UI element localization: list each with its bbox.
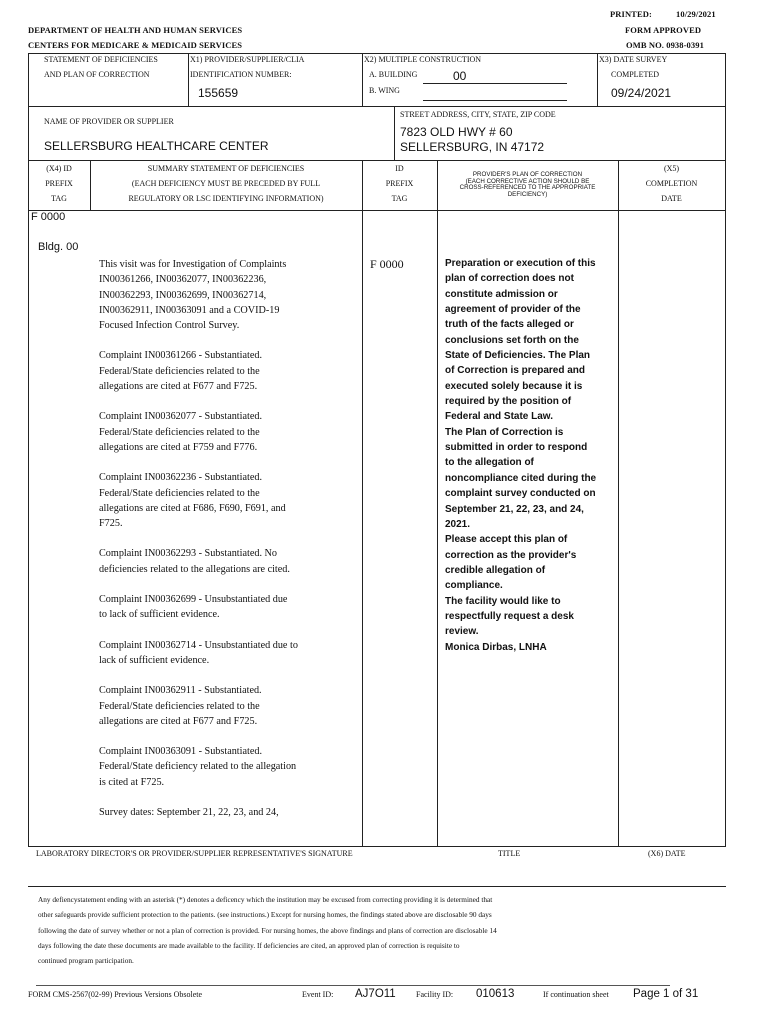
x4-id-header: (X4) ID bbox=[46, 164, 72, 173]
summary-header: SUMMARY STATEMENT OF DEFICIENCIES bbox=[147, 164, 305, 173]
footer-divider bbox=[36, 985, 670, 986]
footnote-line: Any defiencystatement ending with an asterisk (*) denotes a deficency which the institution may be excused from correcting providing it is determined that bbox=[38, 895, 493, 904]
date-header: DATE bbox=[661, 194, 682, 203]
disclaimer-footnote bbox=[38, 892, 728, 968]
summary-paragraph: Survey dates: September 21, 22, 23, and 24, bbox=[99, 807, 279, 819]
footnote-line: following the date of survey whether or not a plan of correction is provided. For nursing homes, the above findings and plans of correction are disclosable 14 bbox=[38, 925, 497, 935]
provider-name: SELLERSBURG HEALTHCARE CENTER bbox=[44, 139, 269, 153]
building-tag: Bldg. 00 bbox=[38, 241, 79, 253]
address-line1: 7823 OLD HWY # 60 bbox=[400, 125, 513, 139]
signature-label: LABORATORY DIRECTOR'S OR PROVIDER/SUPPLIER REPRESENTATIVE'S SIGNATURE bbox=[36, 849, 353, 858]
title-label: TITLE bbox=[498, 849, 521, 858]
id-header: ID bbox=[395, 164, 404, 173]
summary-paragraph: This visit was for Investigation of Complaints IN00361266, IN00362077, IN00362236, IN00362293, IN00362699, IN00362714, IN00362911, IN00363091 and a COVID-19 Focused Infection Control Survey. bbox=[99, 259, 287, 332]
summary-paragraph: Complaint IN00362236 - Substantiated. Federal/State deficiencies related to the allegations are cited at F686, F690, F691, and F725. bbox=[99, 472, 286, 530]
department-name: DEPARTMENT OF HEALTH AND HUMAN SERVICES bbox=[28, 25, 243, 35]
tag-header: TAG bbox=[51, 194, 67, 203]
poc-header-line3: CROSS-REFERENCED TO THE APPROPRIATE bbox=[459, 184, 596, 191]
poc-header-line4: DEFICIENCY) bbox=[507, 190, 548, 198]
x3-sublabel: COMPLETED bbox=[611, 70, 659, 79]
printed-date: 10/29/2021 bbox=[676, 9, 716, 19]
footnote-line: continued program participation. bbox=[38, 956, 134, 966]
provider-id-number: 155659 bbox=[198, 86, 239, 100]
printed-label: PRINTED: bbox=[610, 9, 652, 19]
page-number: Page 1 of 31 bbox=[633, 988, 699, 1000]
plan-label: AND PLAN OF CORRECTION bbox=[44, 70, 150, 79]
completion-header: COMPLETION bbox=[645, 179, 698, 188]
omb-number: OMB NO. 0938-0391 bbox=[626, 40, 704, 50]
event-id-value: AJ7O11 bbox=[355, 988, 396, 1000]
event-id-label: Event ID: bbox=[302, 990, 334, 999]
summary-paragraph: Complaint IN00362699 - Unsubstantiated due to lack of sufficient evidence. bbox=[99, 594, 288, 621]
x3-label: X3) DATE SURVEY bbox=[599, 55, 668, 64]
building-label: A. BUILDING bbox=[369, 70, 418, 79]
address-label: STREET ADDRESS, CITY, STATE, ZIP CODE bbox=[400, 110, 556, 119]
summary-paragraph: Complaint IN00362911 - Substantiated. Federal/State deficiencies related to the allegations are cited at F677 and F725. bbox=[99, 685, 262, 727]
prefix-header-2: PREFIX bbox=[385, 179, 414, 188]
summary-subheader: (EACH DEFICIENCY MUST BE PRECEDED BY FULL bbox=[131, 179, 321, 188]
summary-paragraph: Complaint IN00362077 - Substantiated. Federal/State deficiencies related to the allegations are cited at F759 and F776. bbox=[99, 411, 262, 453]
building-value: 00 bbox=[453, 69, 467, 83]
footnote-line: days following the date these documents are made available to the facility. If deficiencies are cited, an approved plan of correction is requisite to bbox=[38, 940, 460, 950]
x2-label: X2) MULTIPLE CONSTRUCTION bbox=[364, 55, 482, 64]
plan-of-correction: Preparation or execution of this plan of correction does not constitute admission or agreement of provider of the truth of the facts alleged or conclusions set forth on the State of Deficiencies. The Plan of Correction is prepared and executed solely because it is required by the position of Federal and State Law. The Plan of Correction is submitted in order to respond to the allegation of noncompliance cited during the complaint survey conducted on September 21, 22, 23, and 24, 2021. Please accept this plan of correction as the provider's credible allegation of compliance. The facility would like to respectfully request a desk review. Monica Dirbas, LNHA bbox=[445, 258, 597, 653]
summary-paragraph: Complaint IN00363091 - Substantiated. Federal/State deficiency related to the allegation is cited at F725. bbox=[99, 746, 297, 788]
form-status: FORM APPROVED bbox=[625, 25, 702, 35]
provider-name-label: NAME OF PROVIDER OR SUPPLIER bbox=[44, 117, 174, 126]
tag-header-2: TAG bbox=[391, 194, 408, 203]
x1-label: X1) PROVIDER/SUPPLIER/CLIA bbox=[190, 55, 305, 64]
form-number: FORM CMS-2567(02-99) Previous Versions Obsolete bbox=[28, 990, 203, 999]
x1-sublabel: IDENTIFICATION NUMBER: bbox=[190, 70, 292, 79]
summary-subheader-2: REGULATORY OR LSC IDENTIFYING INFORMATION) bbox=[128, 194, 324, 203]
right-tag: F 0000 bbox=[370, 257, 404, 271]
summary-paragraph: Complaint IN00362714 - Unsubstantiated due to lack of sufficient evidence. bbox=[99, 639, 298, 666]
footnote-line: other safeguards provide sufficient protection to the patients. (see instructions.) Except for nursing homes, the findings stated above are disclosable 90 days bbox=[38, 910, 492, 920]
survey-completed-date: 09/24/2021 bbox=[611, 86, 672, 100]
poc-header bbox=[437, 172, 618, 198]
facility-id-label: Facility ID: bbox=[416, 990, 454, 999]
summary-statement bbox=[99, 257, 359, 835]
poc-header-line2: (EACH CORRECTIVE ACTION SHOULD BE bbox=[465, 177, 590, 185]
x6-date-label: (X6) DATE bbox=[648, 849, 686, 858]
wing-label: B. WING bbox=[369, 86, 400, 95]
facility-id-value: 010613 bbox=[476, 988, 515, 1000]
address-line2: SELLERSBURG, IN 47172 bbox=[400, 140, 545, 154]
statement-label: STATEMENT OF DEFICIENCIES bbox=[44, 55, 158, 64]
summary-paragraph: Complaint IN00362293 - Substantiated. No deficiencies related to the allegations are cited. bbox=[99, 548, 290, 575]
x5-header: (X5) bbox=[663, 164, 680, 173]
signature-divider bbox=[28, 886, 726, 887]
centers-name: CENTERS FOR MEDICARE & MEDICAID SERVICES bbox=[28, 40, 243, 50]
prefix-header: PREFIX bbox=[45, 179, 73, 188]
continuation-label: If continuation sheet bbox=[543, 990, 609, 999]
poc-header-line1: PROVIDER'S PLAN OF CORRECTION bbox=[472, 171, 583, 178]
left-tag: F 0000 bbox=[31, 211, 66, 223]
summary-paragraph: Complaint IN00361266 - Substantiated. Federal/State deficiencies related to the allegations are cited at F677 and F725. bbox=[99, 350, 262, 393]
